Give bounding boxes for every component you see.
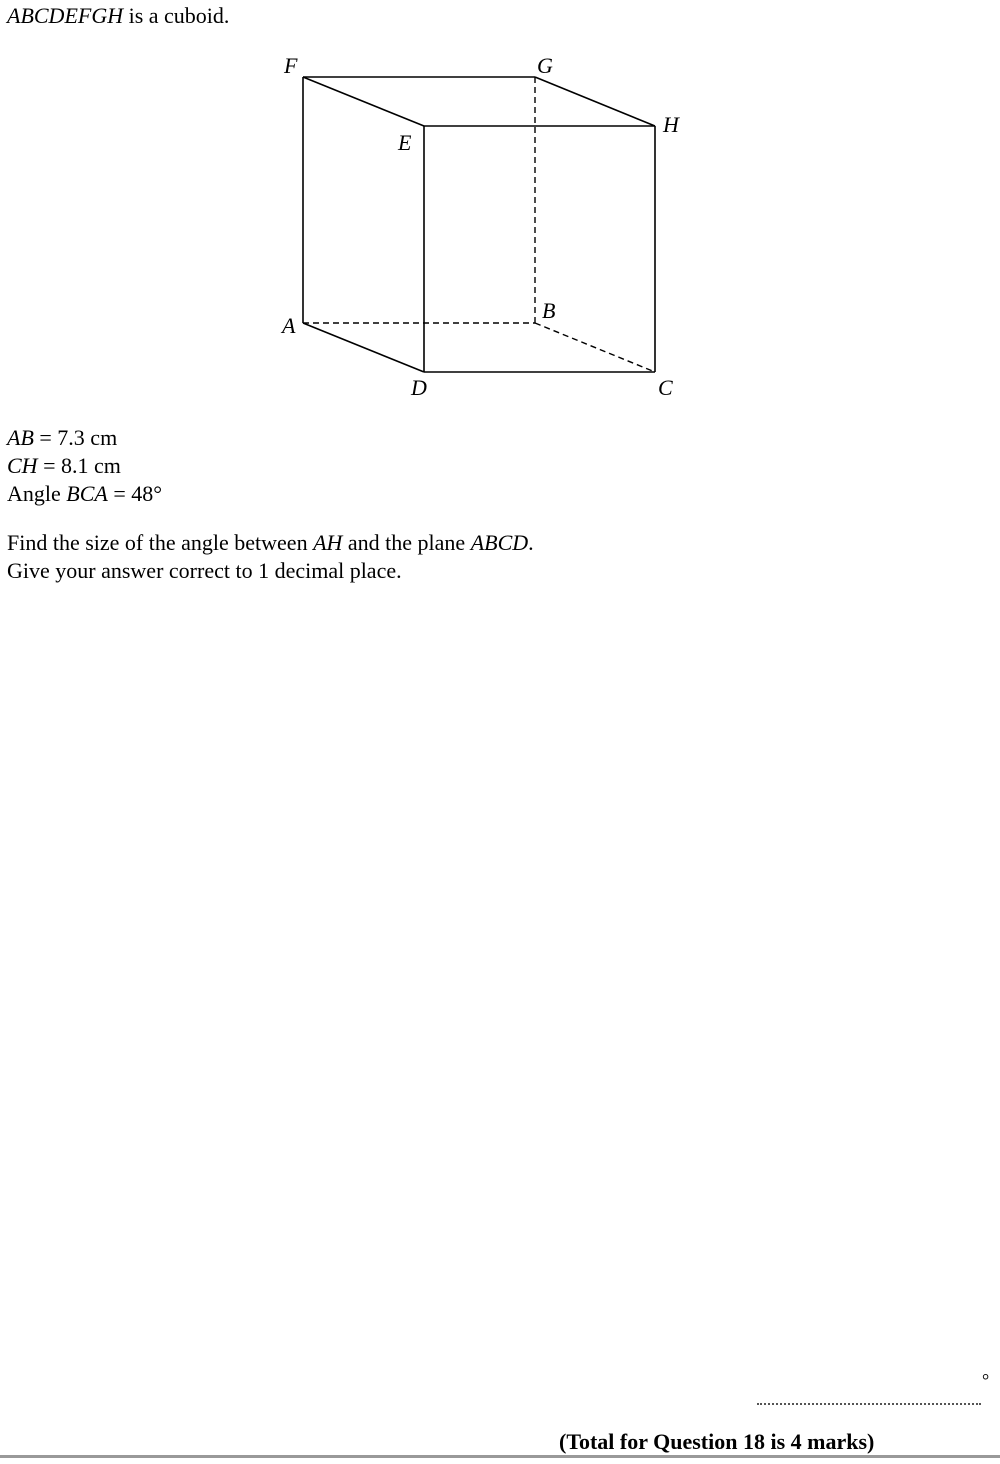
given-ab-label: AB	[7, 425, 34, 450]
task-text-1: Find the size of the angle between	[7, 530, 314, 555]
task-instruction	[7, 530, 534, 556]
given-angle-value: = 48°	[107, 481, 163, 506]
vertex-label-D: D	[411, 375, 427, 400]
given-ch	[7, 453, 121, 479]
hidden-edge-BC	[535, 323, 655, 372]
vertex-label-F: F	[284, 53, 298, 78]
intro-text: is a cuboid.	[123, 3, 230, 28]
given-angle-prefix: Angle	[7, 481, 67, 506]
bottom-rule	[0, 1455, 1000, 1458]
task-line-ah: AH	[313, 530, 343, 555]
task-text-2: and the plane	[342, 530, 471, 555]
given-ab-value: = 7.3 cm	[33, 425, 118, 450]
cuboid-name: ABCDEFGH	[7, 3, 124, 28]
total-marks: (Total for Question 18 is 4 marks)	[559, 1429, 875, 1454]
cuboid-diagram	[0, 0, 1000, 410]
vertex-label-H: H	[663, 112, 679, 137]
answer-line[interactable]	[757, 1403, 981, 1405]
answer-unit: °	[982, 1370, 990, 1390]
given-ch-value: = 8.1 cm	[37, 453, 121, 478]
vertex-label-B: B	[542, 298, 556, 323]
task-precision: Give your answer correct to 1 decimal place.	[7, 558, 402, 583]
given-ab	[7, 425, 117, 451]
edge-GH	[535, 77, 655, 126]
given-ch-label: CH	[7, 453, 38, 478]
edge-AD	[303, 323, 424, 372]
given-angle	[7, 481, 162, 507]
vertex-label-G: G	[537, 53, 553, 78]
edge-FE	[303, 77, 424, 126]
task-plane-abcd: ABCD	[470, 530, 529, 555]
vertex-label-A: A	[282, 313, 296, 338]
task-text-end: .	[528, 530, 534, 555]
vertex-label-E: E	[398, 130, 412, 155]
given-angle-label: BCA	[66, 481, 108, 506]
vertex-label-C: C	[658, 375, 673, 400]
